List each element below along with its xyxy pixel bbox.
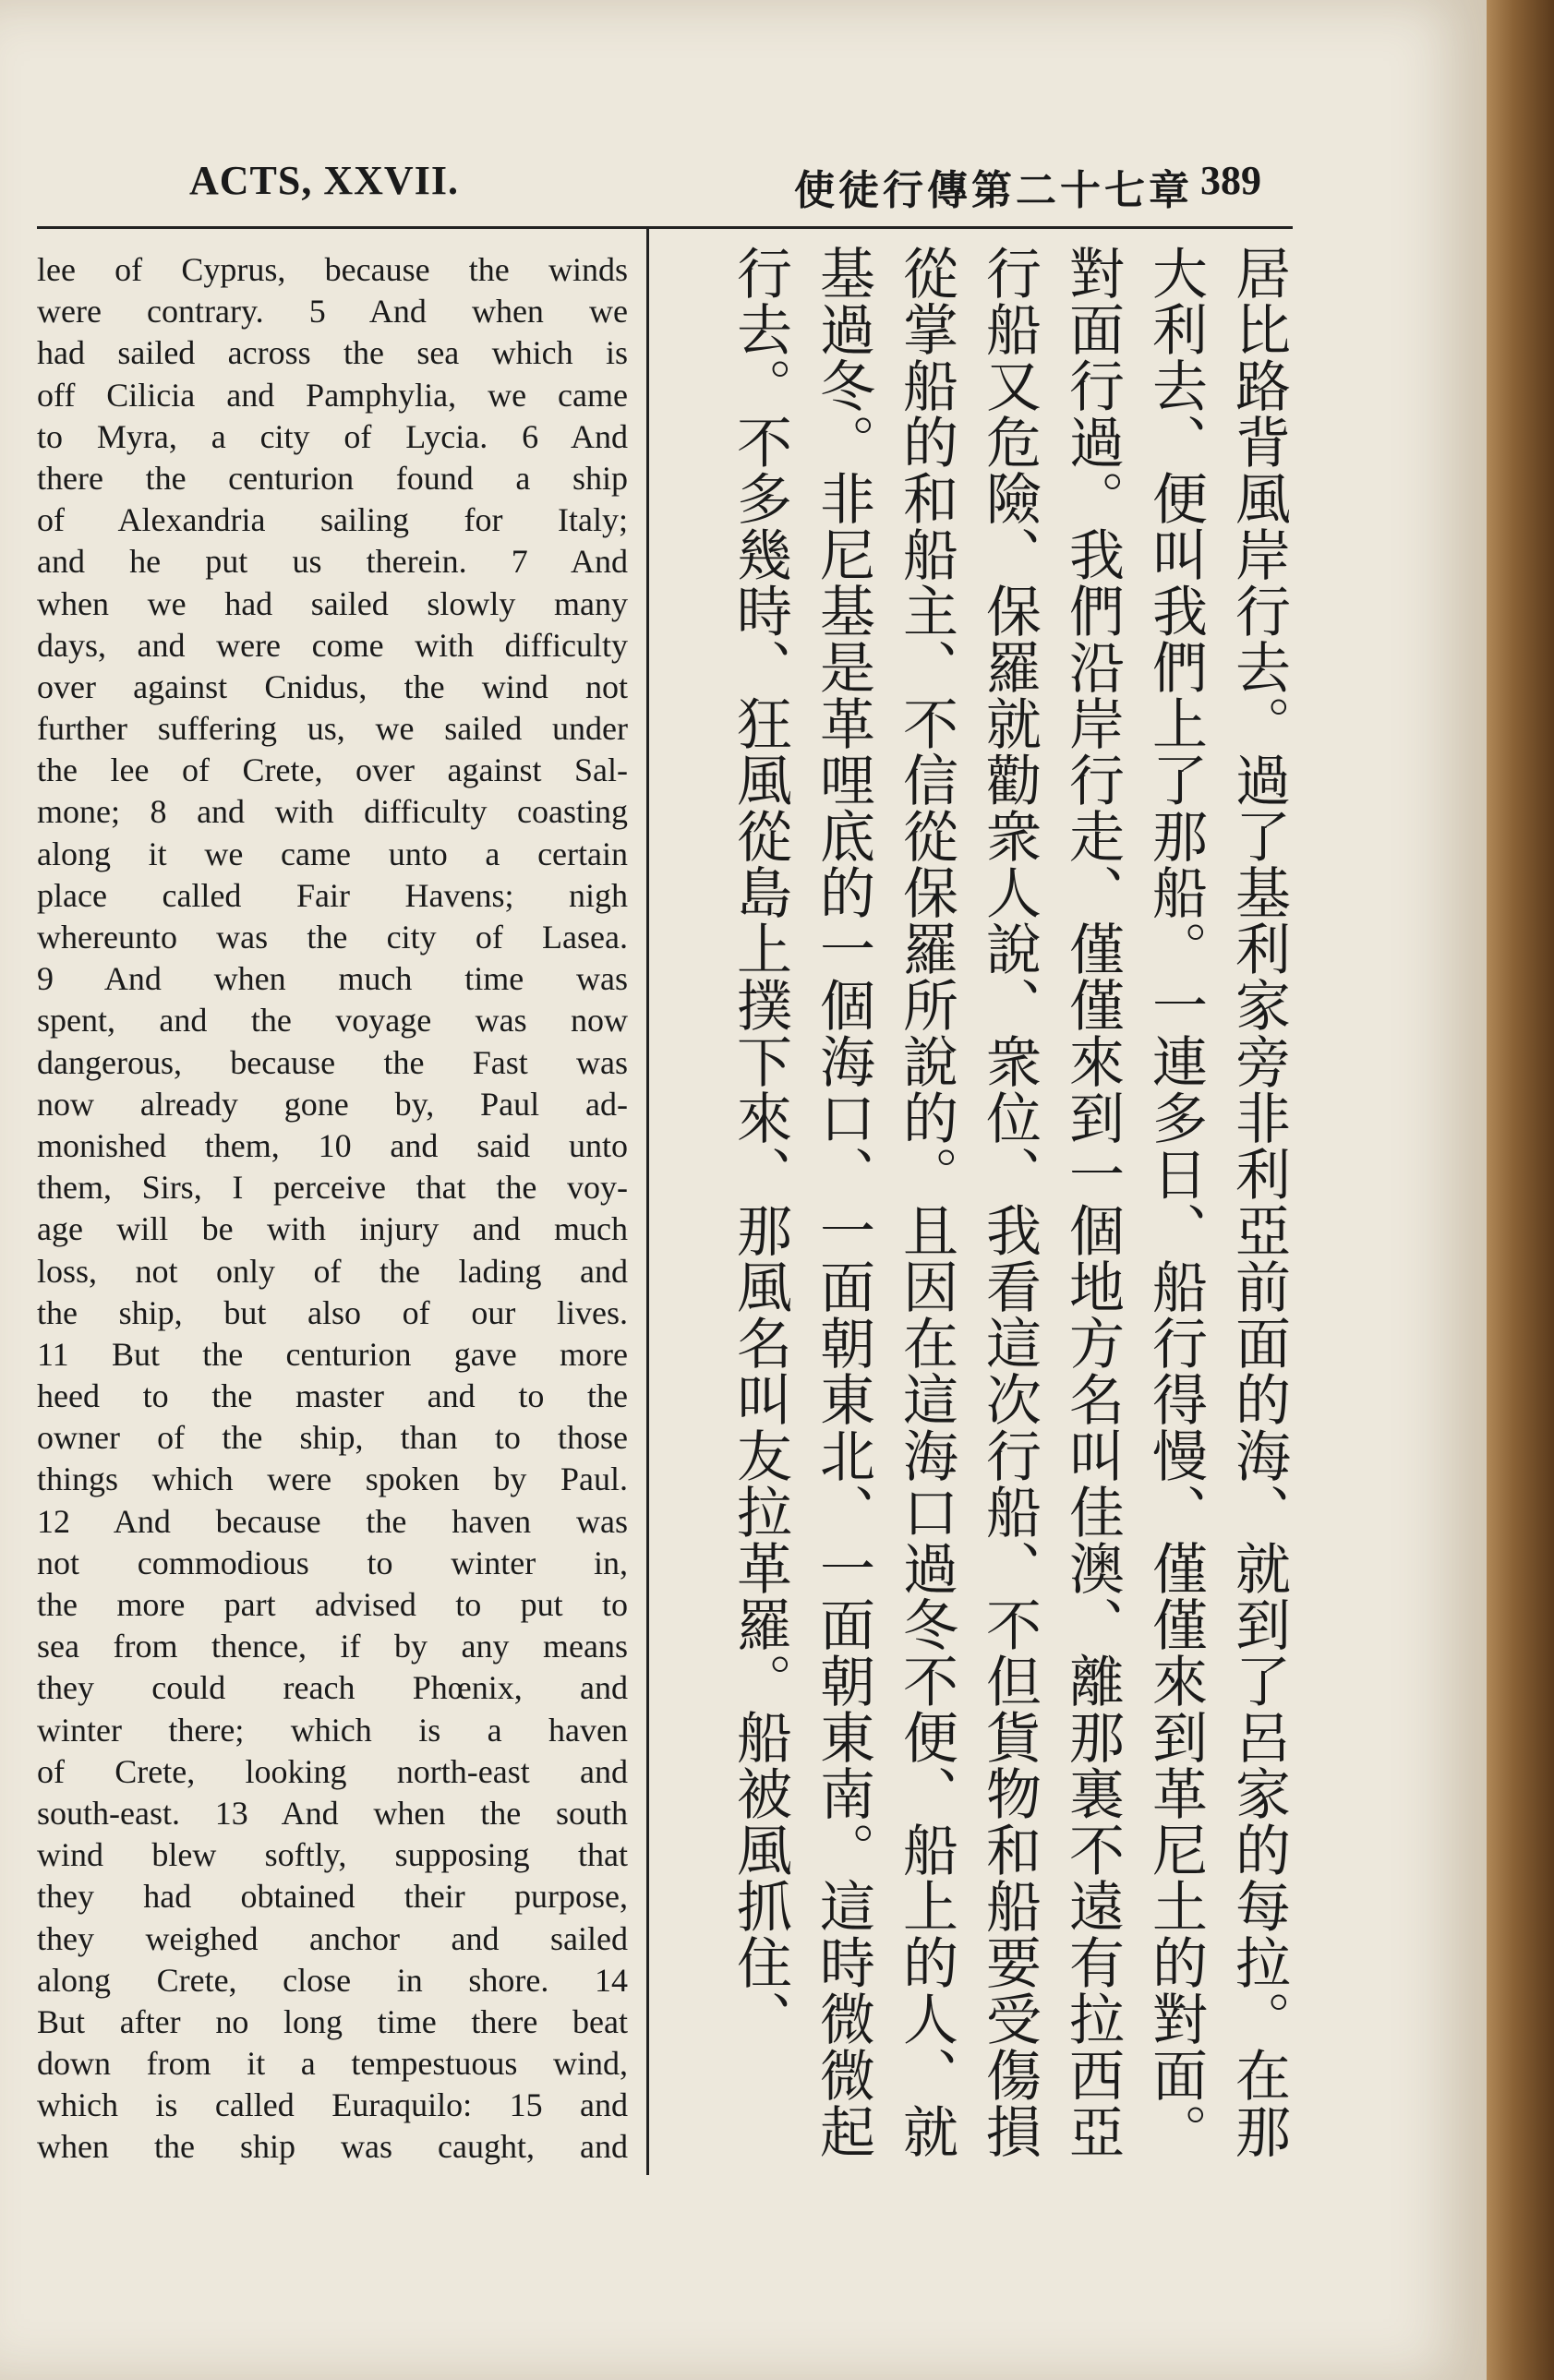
page-edge [1487, 0, 1554, 2380]
english-text-line: monished them, 10 and said unto [37, 1126, 628, 1164]
english-text-line: further suffering us, we sailed under [37, 710, 628, 748]
english-text-line: days, and were come with difficulty [37, 626, 628, 664]
english-text-line: But after no long time there beat [37, 2002, 628, 2040]
english-text-line: age will be with injury and much [37, 1210, 628, 1248]
english-text-line: owner of the ship, than to those [37, 1419, 628, 1457]
english-text-line: 11 But the centurion gave more [37, 1335, 628, 1373]
chinese-text-column: 對面行過。我們沿岸行走、僅僅來到一個地方名叫佳澳、離那裏不遠有拉西亞 [1060, 245, 1125, 2159]
english-text-line: spent, and the voyage was now [37, 1002, 628, 1040]
english-text-line: along Crete, close in shore. 14 [37, 1961, 628, 1999]
english-text-line: they had obtained their purpose, [37, 1878, 628, 1916]
english-text-line: sea from thence, if by any means [37, 1628, 628, 1665]
english-text-line: wind blew softly, supposing that [37, 1836, 628, 1874]
english-text-line: things which were spoken by Paul. [37, 1460, 628, 1498]
english-text-line: along it we came unto a certain [37, 835, 628, 872]
english-text-line: the ship, but also of our lives. [37, 1293, 628, 1331]
english-text-line: lee of Cyprus, because the winds [37, 251, 628, 288]
english-text-line: and he put us therein. 7 And [37, 543, 628, 581]
english-text-line: loss, not only of the lading and [37, 1252, 628, 1290]
header-rule [37, 226, 1293, 229]
english-text-line: 12 And because the haven was [37, 1502, 628, 1540]
english-text-line: there the centurion found a ship [37, 459, 628, 497]
english-text-line: winter there; which is a haven [37, 1711, 628, 1749]
english-text-line: dangerous, because the Fast was [37, 1043, 628, 1081]
english-text-line: they could reach Phœnix, and [37, 1669, 628, 1707]
chinese-text-column: 行船又危險、保羅就勸衆人說、衆位、我看這次行船、不但貨物和船要受傷損 [977, 245, 1042, 2159]
chinese-text-column: 大利去、便叫我們上了那船。一連多日、船行得慢、僅僅來到革尼土的對面。 [1143, 245, 1208, 2159]
chinese-text-column: 居比路背風岸行去。過了基利家旁非利亞前面的海、就到了呂家的每拉。在那 [1226, 245, 1291, 2159]
english-text-line: over against Cnidus, the wind not [37, 667, 628, 705]
english-text-line: whereunto was the city of Lasea. [37, 919, 628, 956]
page-header [37, 157, 1293, 222]
english-text-line: to Myra, a city of Lycia. 6 And [37, 417, 628, 455]
english-text-line: had sailed across the sea which is [37, 334, 628, 372]
chinese-text-column: 行去。不多幾時、狂風從島上撲下來、那風名叫友拉革羅。船被風抓住、 [728, 245, 792, 2047]
english-text-line: were contrary. 5 And when we [37, 293, 628, 331]
english-text-line: of Alexandria sailing for Italy; [37, 501, 628, 539]
english-text-line: the lee of Crete, over against Sal- [37, 751, 628, 789]
chinese-text-column: 基過冬。非尼基是革哩底的一個海口、一面朝東北、一面朝東南。這時微微起 [811, 245, 875, 2159]
english-text-line: them, Sirs, I perceive that the voy- [37, 1169, 628, 1207]
english-text-line: when we had sailed slowly many [37, 584, 628, 622]
english-text-line: of Crete, looking north-east and [37, 1752, 628, 1790]
english-text-line: place called Fair Havens; nigh [37, 876, 628, 914]
english-text-line: mone; 8 and with difficulty coasting [37, 793, 628, 831]
english-text-line: they weighed anchor and sailed [37, 1919, 628, 1957]
english-text-line: which is called Euraquilo: 15 and [37, 2086, 628, 2124]
english-running-title: ACTS, XXVII. [189, 158, 459, 203]
english-text-line: south-east. 13 And when the south [37, 1794, 628, 1832]
chinese-text-block [646, 245, 1293, 2174]
english-text-line: when the ship was caught, and [37, 2128, 628, 2166]
english-text-line: not commodious to winter in, [37, 1544, 628, 1581]
english-text-line: heed to the master and to the [37, 1377, 628, 1415]
english-text-line: the more part advised to put to [37, 1586, 628, 1623]
english-text-column [37, 249, 628, 2169]
english-text-line: 9 And when much time was [37, 960, 628, 998]
page-number: 389 [1200, 158, 1261, 203]
chinese-running-title: 使徒行傳第二十七章 [794, 168, 1193, 213]
english-text-line: off Cilicia and Pamphylia, we came [37, 376, 628, 414]
english-text-line: down from it a tempestuous wind, [37, 2045, 628, 2083]
english-text-line: now already gone by, Paul ad- [37, 1085, 628, 1123]
chinese-text-column: 從掌船的和船主、不信從保羅所說的。且因在這海口過冬不便、船上的人、就 [894, 245, 958, 2159]
